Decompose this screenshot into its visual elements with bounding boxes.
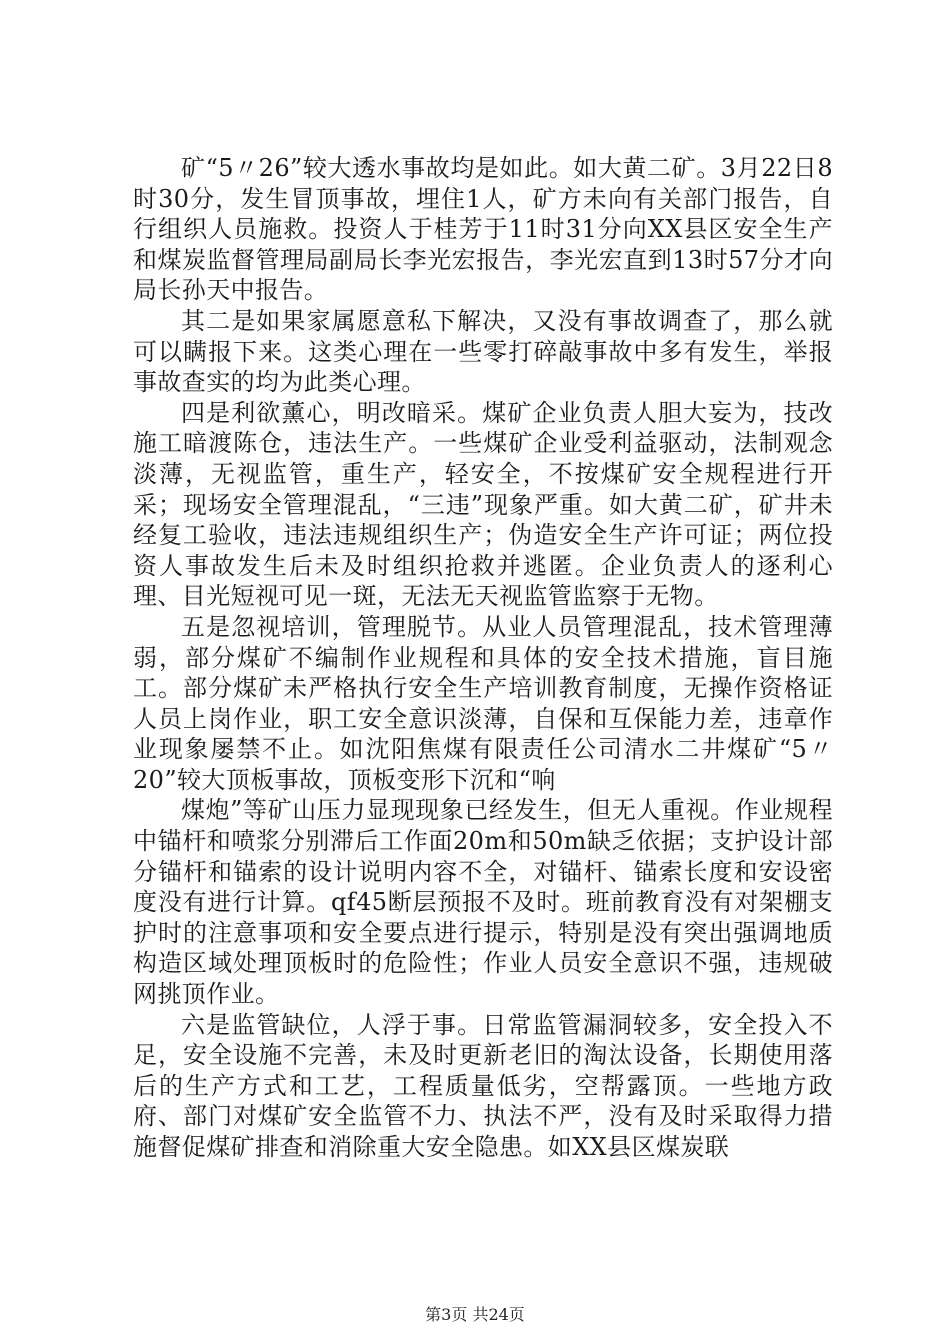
paragraph-3: 四是利欲薰心，明改暗采。煤矿企业负责人胆大妄为，技改施工暗渡陈仓，违法生产。一些煤矿企业受利益驱动，法制观念淡薄，无视监管，重生产，轻安全，不按煤矿安全规程进行开采；现场安全管理混乱，“三违”现象严重。如大黄二矿，矿井未经复工验收，违法违规组织生产；伪造安全生产许可证；两位投资人事故发生后未及时组织抢救并逃匿。企业负责人的逐利心理、目光短视可见一斑，无法无天视监管监察于无物。 xyxy=(133,398,833,611)
paragraph-2: 其二是如果家属愿意私下解决，又没有事故调查了，那么就可以瞒报下来。这类心理在一些零打碎敲事故中多有发生，举报事故查实的均为此类心理。 xyxy=(133,306,833,397)
paragraph-1: 矿“5〃26”较大透水事故均是如此。如大黄二矿。3月22日8时30分，发生冒顶事故，埋住1人，矿方未向有关部门报告，自行组织人员施救。投资人于桂芳于11时31分向XX县区安全生产和煤炭监督管理局副局长李光宏报告，李光宏直到13时57分才向局长孙天中报告。 xyxy=(133,154,833,305)
page-number-footer: 第3页 共24页 xyxy=(425,1305,525,1324)
paragraph-6: 六是监管缺位，人浮于事。日常监管漏洞较多，安全投入不足，安全设施不完善，未及时更新老旧的淘汰设备，长期使用落后的生产方式和工艺，工程质量低劣，空帮露顶。一些地方政府、部门对煤矿安全监管不力、执法不严，没有及时采取得力措施督促煤矿排查和消除重大安全隐患。如XX县区煤炭联 xyxy=(133,1010,833,1161)
paragraph-4: 五是忽视培训，管理脱节。从业人员管理混乱，技术管理薄弱，部分煤矿不编制作业规程和具体的安全技术措施，盲目施工。部分煤矿未严格执行安全生产培训教育制度，无操作资格证人员上岗作业，职工安全意识淡薄，自保和互保能力差，违章作业现象屡禁不止。如沈阳焦煤有限责任公司清水二井煤矿“5〃20”较大顶板事故，顶板变形下沉和“响 xyxy=(133,612,833,794)
paragraph-5: 煤炮”等矿山压力显现现象已经发生，但无人重视。作业规程中锚杆和喷浆分别滞后工作面20m和50m缺乏依据；支护设计部分锚杆和锚索的设计说明内容不全，对锚杆、锚索长度和安设密度没有进行计算。qf45断层预报不及时。班前教育没有对架棚支护时的注意事项和安全要点进行提示，特别是没有突出强调地质构造区域处理顶板时的危险性；作业人员安全意识不强，违规破网挑顶作业。 xyxy=(133,796,833,1009)
document-body xyxy=(133,153,833,1163)
